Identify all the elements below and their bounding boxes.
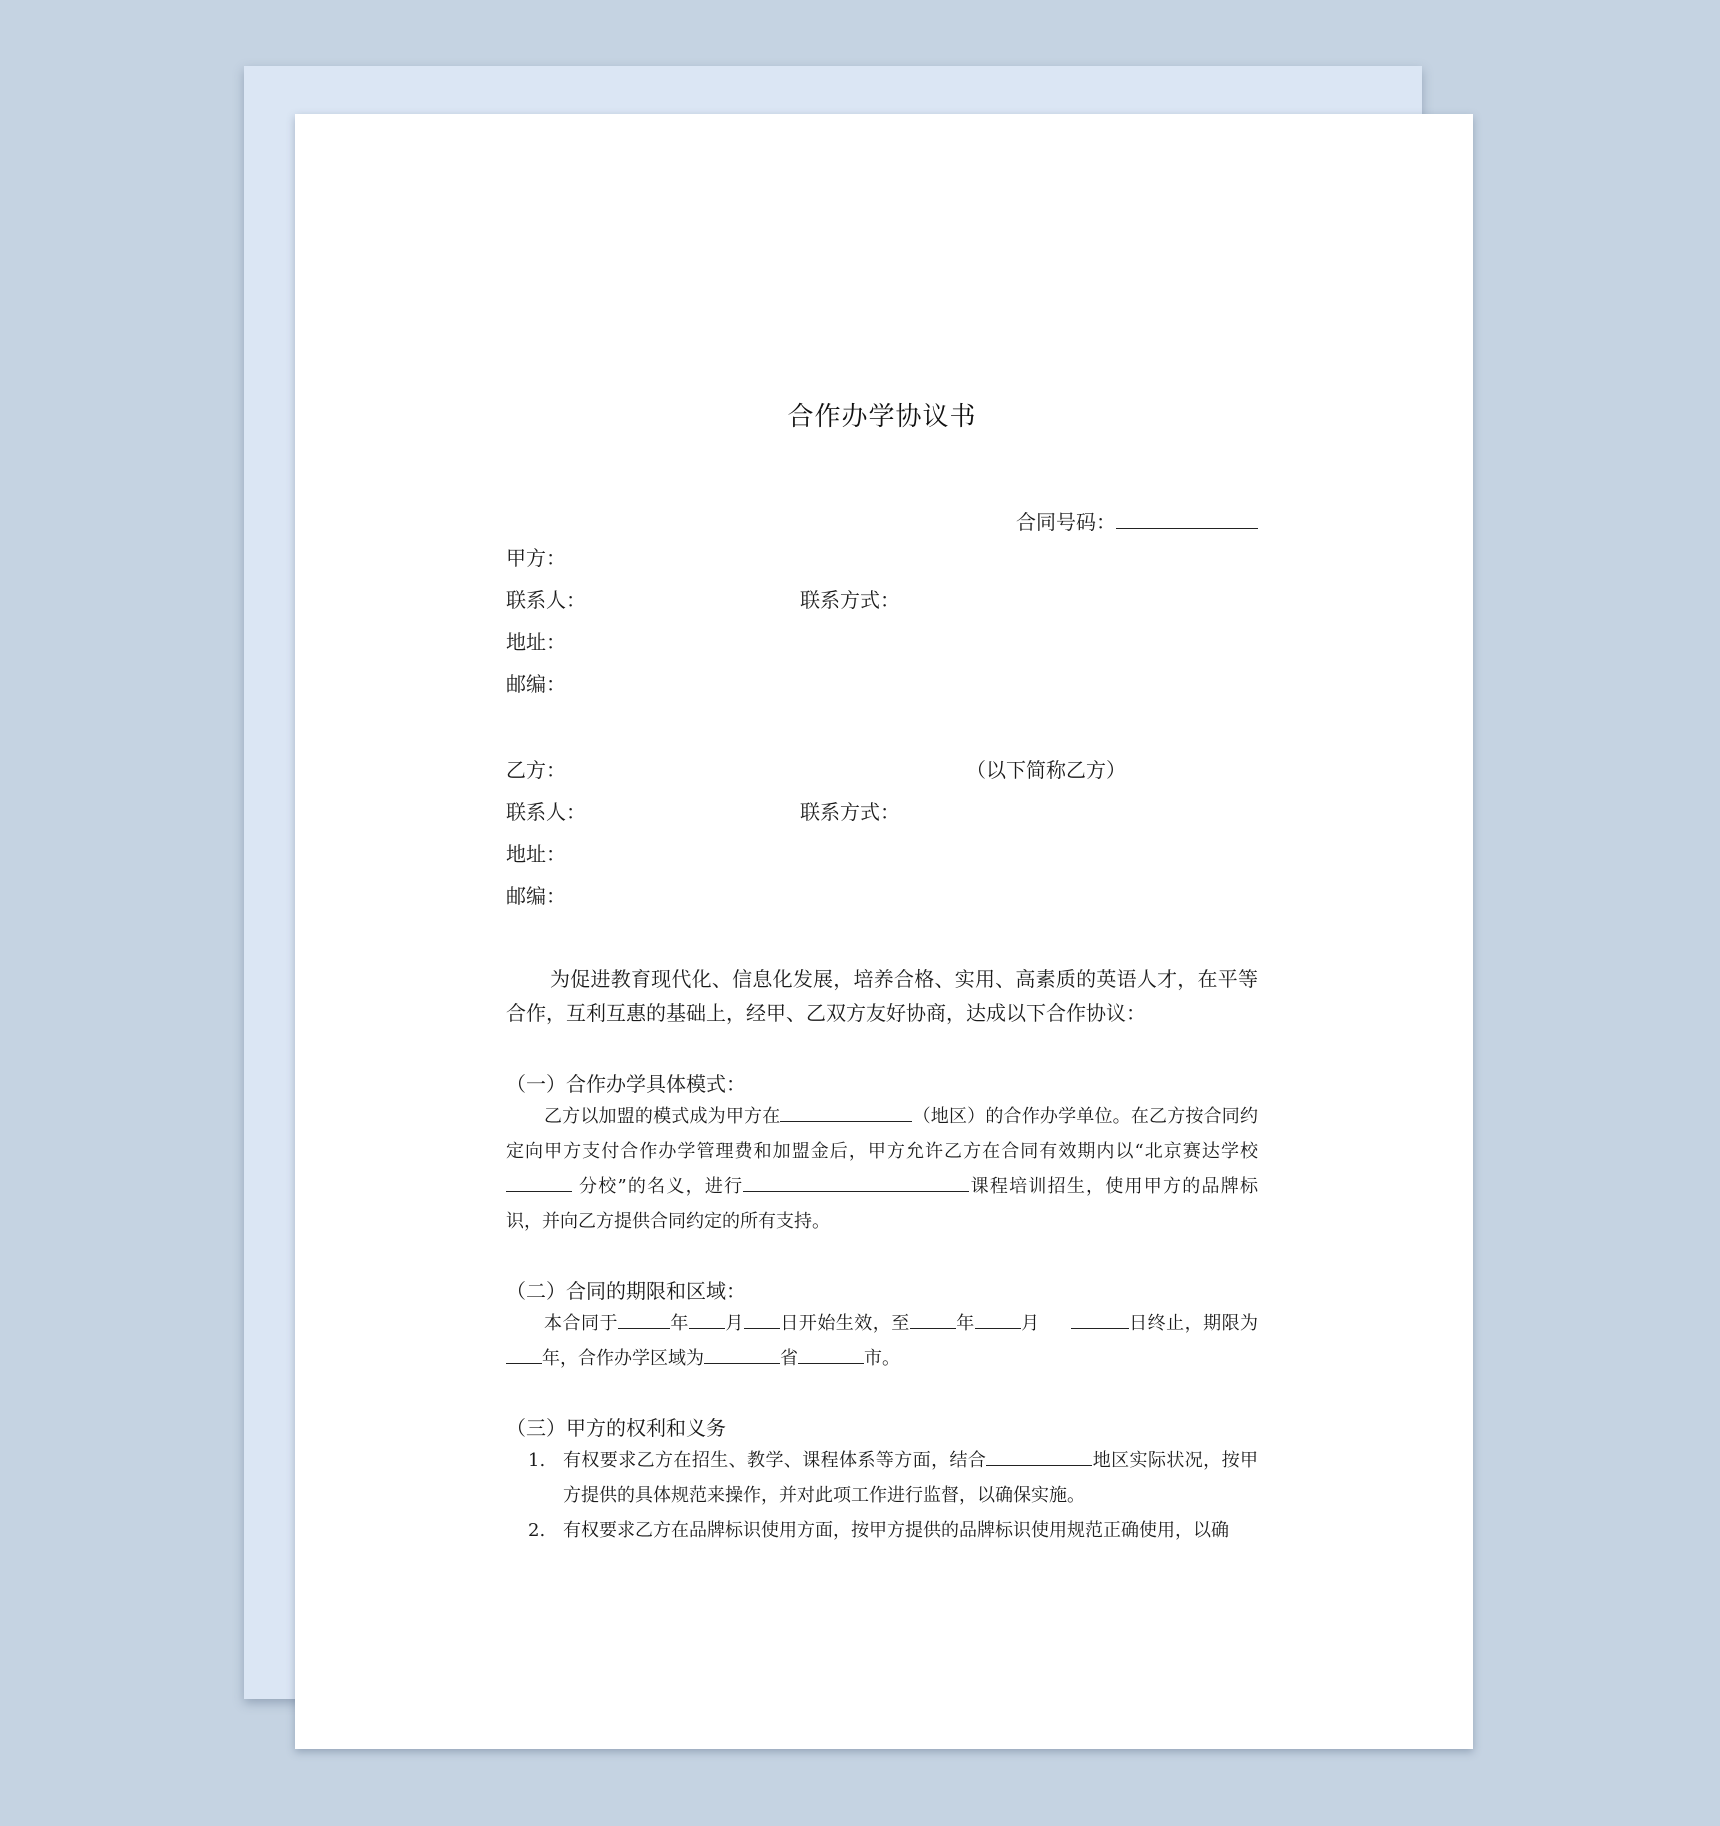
document-title: 合作办学协议书 <box>787 402 977 432</box>
contract-number-blank[interactable] <box>1116 508 1258 529</box>
party-a-contact-method-label: 联系方式： <box>800 588 900 612</box>
section-2-text-start: 本合同于 <box>544 1313 618 1334</box>
section-1-text-1: 乙方以加盟的模式成为甲方在 <box>544 1106 781 1127</box>
branch-name-blank[interactable] <box>506 1171 572 1192</box>
end-year-blank[interactable] <box>910 1308 956 1329</box>
intro-paragraph: 为促进教育现代化、信息化发展，培养合格、实用、高素质的英语人才，在平等合作，互利互惠的基础上，经甲、乙双方友好协商，达成以下合作协议： <box>506 967 1258 1025</box>
contract-number-label: 合同号码： <box>1016 510 1116 534</box>
section-2-title: （二）合同的期限和区域： <box>506 1279 746 1303</box>
end-month-blank[interactable] <box>975 1308 1021 1329</box>
item-1-text <box>563 1443 1258 1513</box>
end-day-blank[interactable] <box>1071 1308 1129 1329</box>
province-blank[interactable] <box>704 1343 780 1364</box>
section-1-text-2: （地区）的合作办学单位。在乙方按合同约定向甲方支付合作办学管理费和加盟金后，甲方允许乙方在合同有效期内以“北京赛达学校 <box>506 1106 1258 1162</box>
start-year-label: 年 <box>669 1313 689 1334</box>
party-a-address-line <box>506 626 566 655</box>
end-month-label: 月 <box>1020 1313 1040 1334</box>
start-effective-text: 日开始生效，至 <box>779 1313 910 1334</box>
party-a-postcode-label: 邮编： <box>506 672 566 696</box>
section-1-body <box>506 1099 1258 1239</box>
contract-number-line <box>1016 506 1258 535</box>
party-b-address-line <box>506 838 566 867</box>
section-3-item-1 <box>528 1443 1258 1513</box>
item-1-number: 1. <box>528 1450 546 1471</box>
end-year-label: 年 <box>955 1313 975 1334</box>
party-b-postcode-label: 邮编： <box>506 884 566 908</box>
party-a-postcode-line <box>506 668 566 697</box>
party-a-label: 甲方： <box>506 546 566 570</box>
region-blank[interactable] <box>780 1101 912 1122</box>
item-1-region-blank[interactable] <box>986 1445 1092 1466</box>
start-year-blank[interactable] <box>618 1308 670 1329</box>
section-1-text-4: 课程培训招生，使用甲方的品牌标识，并向乙方提供合同约定的所有支持。 <box>506 1176 1258 1232</box>
region-text: 年，合作办学区域为 <box>542 1348 704 1369</box>
section-2-body <box>506 1306 1258 1376</box>
document-page <box>295 114 1473 1749</box>
start-day-blank[interactable] <box>744 1308 780 1329</box>
party-b-contact-method-label: 联系方式： <box>800 800 900 824</box>
party-b-postcode-line <box>506 880 566 909</box>
section-1-text-3: 分校”的名义，进行 <box>578 1176 744 1197</box>
party-b-short-name: （以下简称乙方） <box>966 758 1126 782</box>
party-a-address-label: 地址： <box>506 630 566 654</box>
party-b-contact-line <box>506 796 1258 825</box>
section-3-item-2 <box>528 1513 1258 1548</box>
city-label: 市。 <box>864 1348 900 1369</box>
party-b-contact-label: 联系人： <box>506 800 586 824</box>
term-years-blank[interactable] <box>506 1343 542 1364</box>
item-2-text: 有权要求乙方在品牌标识使用方面，按甲方提供的品牌标识使用规范正确使用，以确 <box>563 1520 1229 1541</box>
party-b-address-label: 地址： <box>506 842 566 866</box>
start-month-blank[interactable] <box>689 1308 725 1329</box>
section-3-title: （三）甲方的权利和义务 <box>506 1416 726 1440</box>
party-a-contact-label: 联系人： <box>506 588 586 612</box>
section-1-title: （一）合作办学具体模式： <box>506 1072 746 1096</box>
start-month-label: 月 <box>724 1313 744 1334</box>
party-b-label: 乙方： <box>506 758 566 782</box>
city-blank[interactable] <box>798 1343 864 1364</box>
party-a-line <box>506 542 566 571</box>
end-text: 日终止，期限为 <box>1128 1313 1259 1334</box>
item-2-number: 2. <box>528 1520 546 1541</box>
course-blank[interactable] <box>743 1171 969 1192</box>
item-1-text-b: 地区实际状况，按甲方提供的具体规范来操作，并对此项工作进行监督，以确保实施。 <box>563 1450 1258 1506</box>
item-1-text-a: 有权要求乙方在招生、教学、课程体系等方面，结合 <box>563 1450 987 1471</box>
party-b-line <box>506 754 1258 783</box>
party-a-contact-line <box>506 584 1258 613</box>
province-label: 省 <box>780 1348 798 1369</box>
